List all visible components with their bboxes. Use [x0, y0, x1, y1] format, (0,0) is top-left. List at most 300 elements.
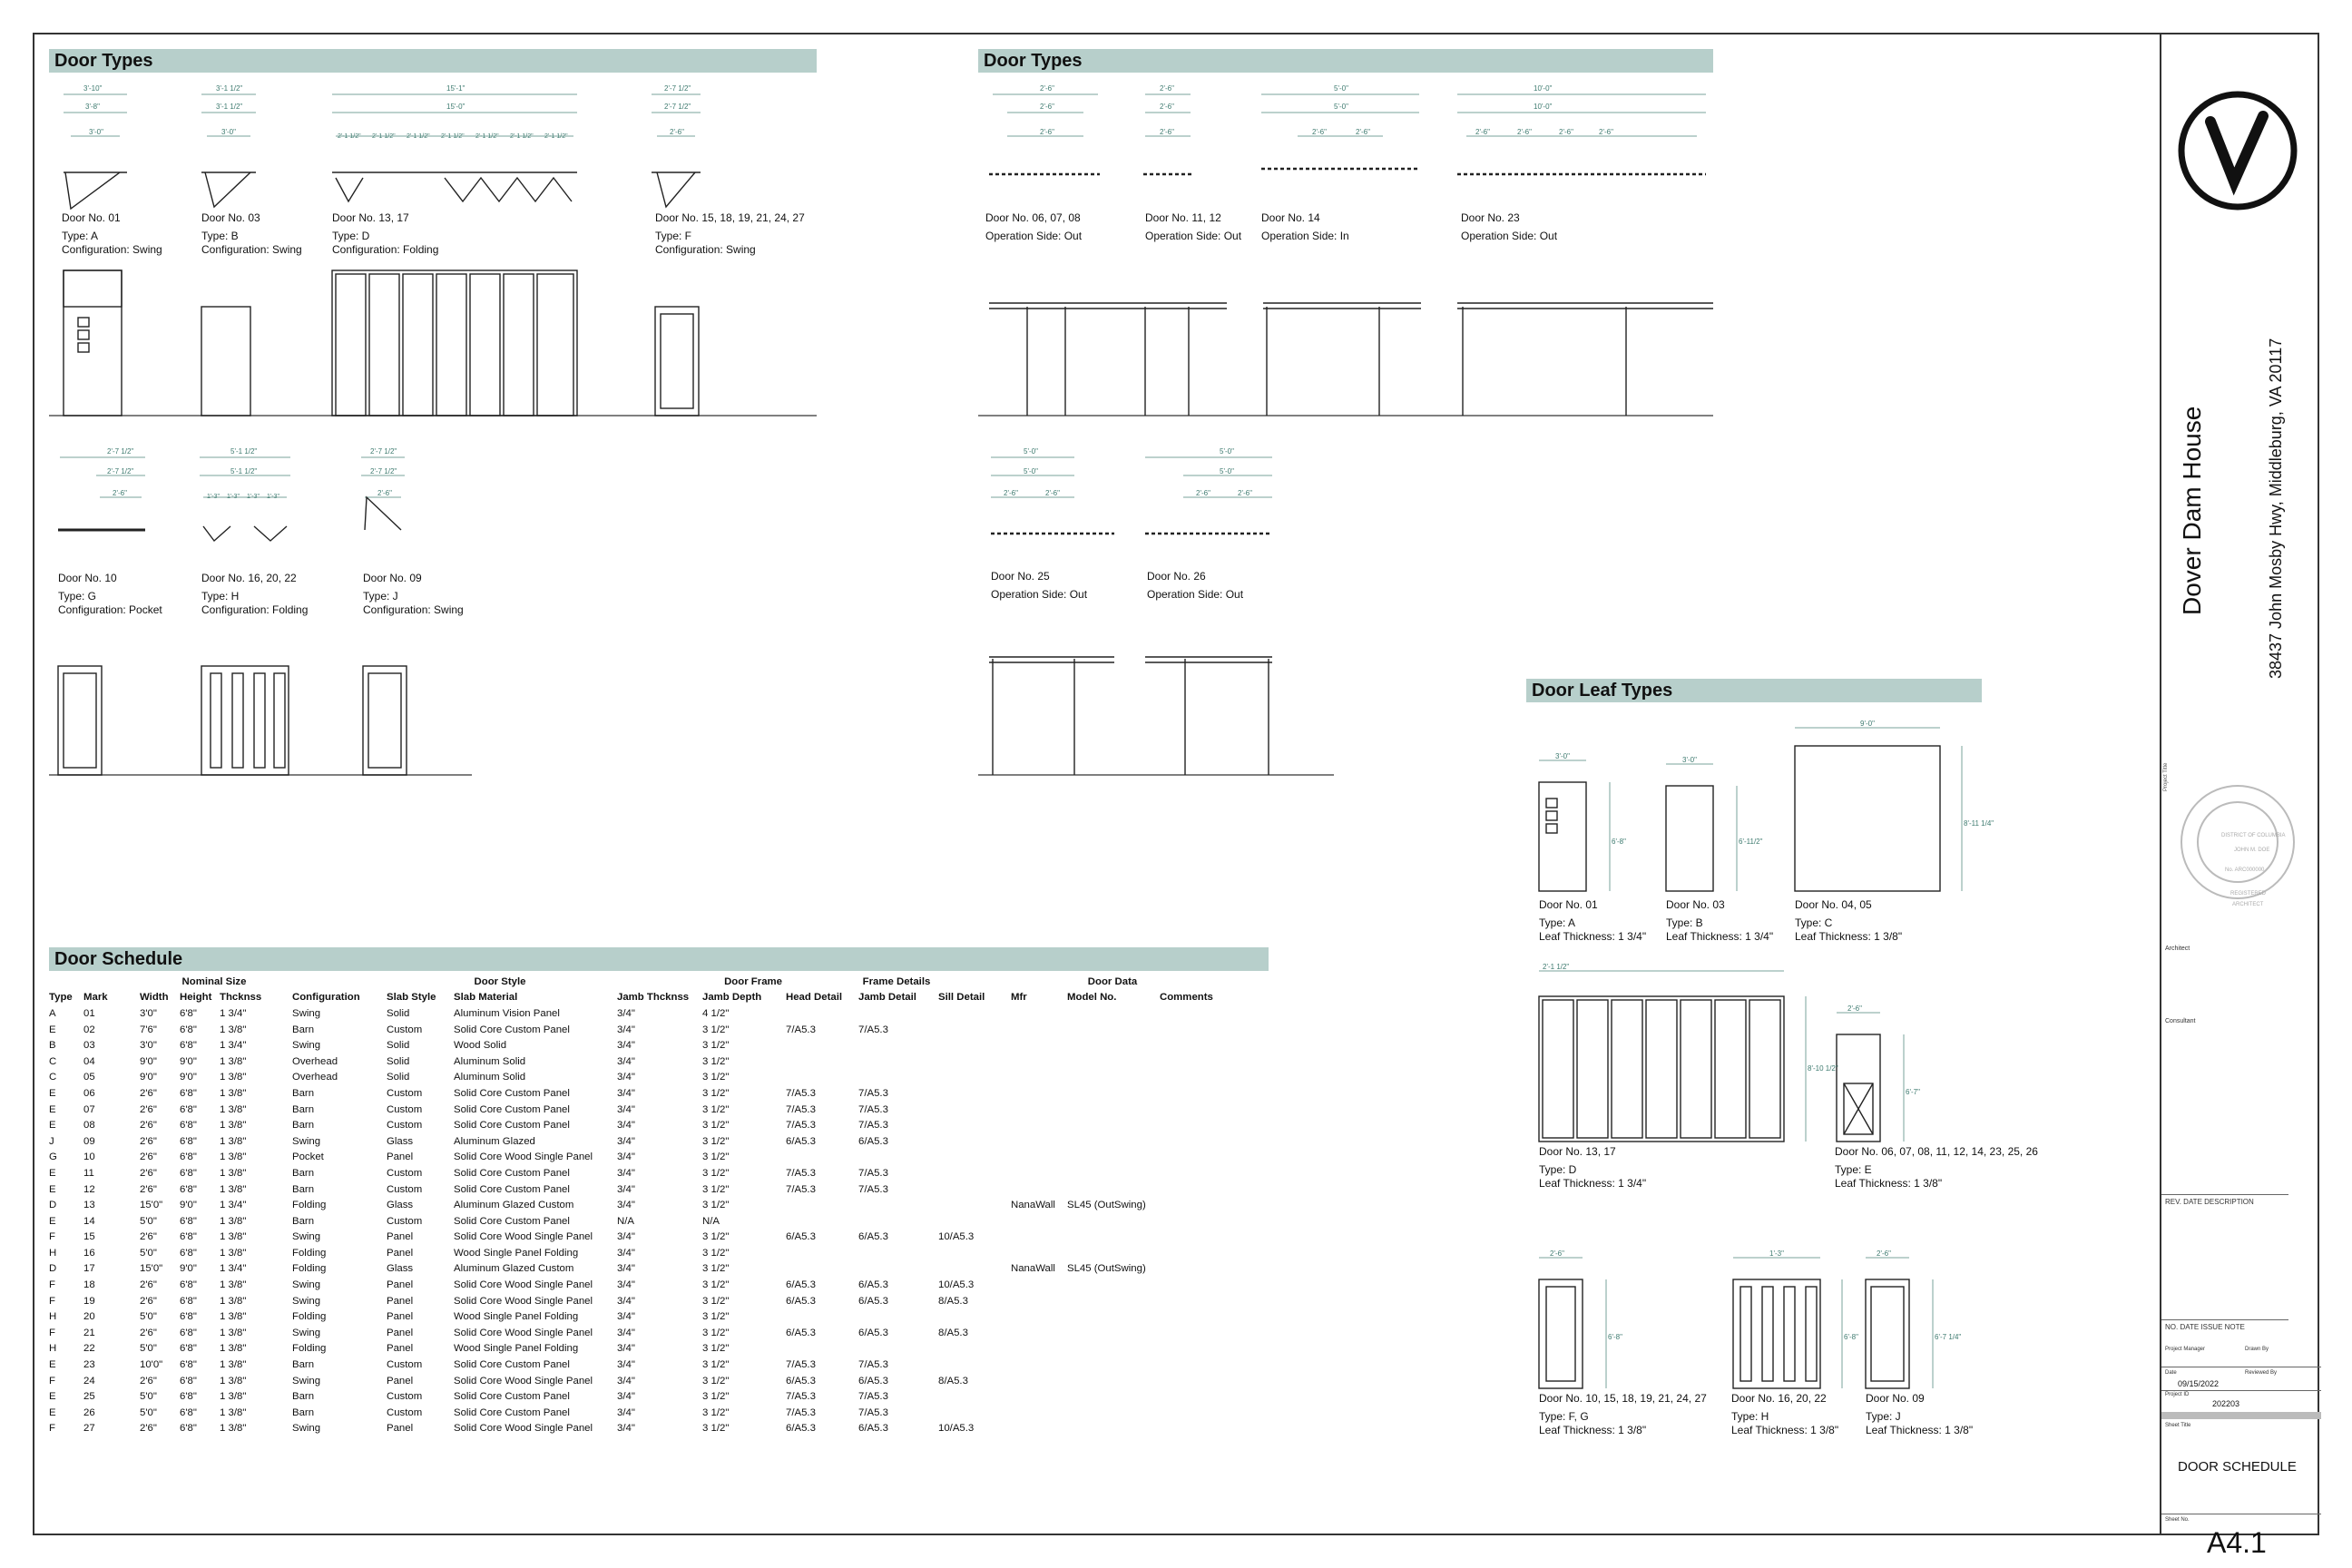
- table-cell: 5'0": [140, 1215, 157, 1227]
- table-cell: 18: [83, 1279, 95, 1291]
- dim-label: 5'-1 1/2": [230, 447, 258, 456]
- table-cell: 9'0": [180, 1200, 197, 1211]
- table-cell: 6/A5.3: [858, 1135, 888, 1147]
- column-header: Height: [180, 992, 212, 1004]
- table-cell: [1067, 1022, 1160, 1038]
- table-cell: [1067, 1037, 1160, 1054]
- door-caption: [655, 211, 805, 257]
- table-cell: [938, 1054, 1011, 1070]
- table-cell: 1 3/8": [220, 1072, 247, 1083]
- table-cell: [938, 1181, 1011, 1198]
- door-number: Door No. 09: [363, 572, 422, 584]
- table-cell: Custom: [387, 1087, 423, 1099]
- table-cell: 01: [83, 1007, 95, 1019]
- project-manager-label: Project Manager: [2165, 1347, 2206, 1352]
- dim-label: 6'-7 1/4": [1935, 1333, 1962, 1341]
- table-cell: Solid Core Custom Panel: [454, 1359, 570, 1371]
- table-cell: 3/4": [617, 1391, 635, 1403]
- table-cell: Solid: [387, 1040, 410, 1052]
- table-cell: [1067, 1341, 1160, 1357]
- divider-bar: [2161, 1412, 2321, 1419]
- table-cell: Overhead: [292, 1072, 338, 1083]
- table-cell: 12: [83, 1183, 95, 1195]
- table-cell: G: [49, 1152, 57, 1163]
- dim-label: 2'-1 1/2": [510, 133, 534, 140]
- table-cell: [1011, 1405, 1067, 1421]
- table-cell: Panel: [387, 1295, 414, 1307]
- dim-label: 2'-6": [1517, 128, 1532, 136]
- sheet-title: DOOR SCHEDULE: [2178, 1459, 2297, 1475]
- table-cell: Pocket: [292, 1152, 324, 1163]
- door-type: Type: G: [58, 590, 97, 603]
- table-cell: 2'6": [140, 1375, 157, 1387]
- table-cell: 1 3/8": [220, 1327, 247, 1338]
- table-cell: Custom: [387, 1167, 423, 1179]
- table-cell: [1011, 1117, 1067, 1133]
- table-cell: Barn: [292, 1391, 315, 1403]
- table-cell: 4 1/2": [702, 1007, 730, 1019]
- table-cell: [938, 1197, 1011, 1213]
- dim-label: 2'-6": [1475, 128, 1490, 136]
- dim-label: 2'-6": [670, 128, 684, 136]
- table-cell: 6'8": [180, 1247, 197, 1259]
- table-cell: 3/4": [617, 1183, 635, 1195]
- table-cell: 3/4": [617, 1263, 635, 1275]
- dim-label: 6'-8": [1608, 1333, 1622, 1341]
- door-number: Door No. 01: [1539, 898, 1598, 911]
- table-cell: [938, 1261, 1011, 1278]
- table-row: [49, 1165, 1218, 1181]
- table-cell: 3 1/2": [702, 1391, 730, 1403]
- table-cell: N/A: [617, 1215, 634, 1227]
- table-cell: 1 3/8": [220, 1024, 247, 1035]
- table-cell: Solid Core Custom Panel: [454, 1120, 570, 1132]
- table-cell: Swing: [292, 1423, 321, 1435]
- dim-label: 2'-6": [1160, 84, 1174, 93]
- door-number: Door No. 03: [1666, 898, 1725, 911]
- table-cell: Solid Core Custom Panel: [454, 1103, 570, 1115]
- table-cell: Panel: [387, 1327, 414, 1338]
- table-cell: 1 3/8": [220, 1231, 247, 1243]
- table-cell: Solid: [387, 1007, 410, 1019]
- table-cell: 6/A5.3: [858, 1423, 888, 1435]
- table-cell: 2'6": [140, 1279, 157, 1291]
- dim-label: 2'-7 1/2": [664, 103, 691, 111]
- table-cell: 6/A5.3: [786, 1327, 816, 1338]
- dim-label: 2'-6": [377, 489, 392, 497]
- table-cell: [1160, 1230, 1218, 1246]
- table-cell: [938, 1037, 1011, 1054]
- table-row: [49, 1022, 1218, 1038]
- table-cell: [1160, 1245, 1218, 1261]
- table-cell: Barn: [292, 1215, 315, 1227]
- table-cell: 6'8": [180, 1327, 197, 1338]
- table-cell: [1160, 1085, 1218, 1102]
- dim-label: 2'-7 1/2": [107, 467, 134, 475]
- table-row: [49, 1117, 1218, 1133]
- table-cell: Solid: [387, 1055, 410, 1067]
- dim-label: 5'-0": [1024, 447, 1038, 456]
- dim-label: 15'-1": [446, 84, 466, 93]
- table-cell: 3/4": [617, 1087, 635, 1099]
- dim-label: 2'-1 1/2": [407, 133, 430, 140]
- leaf-thickness: Leaf Thickness: 1 3/8": [1866, 1424, 1974, 1436]
- door-caption: [1461, 211, 1557, 243]
- door-config: Configuration: Pocket: [58, 603, 162, 616]
- table-cell: E: [49, 1183, 56, 1195]
- table-cell: N/A: [702, 1215, 720, 1227]
- door-number: Door No. 15, 18, 19, 21, 24, 27: [655, 211, 805, 224]
- table-cell: [1011, 1150, 1067, 1166]
- door-type: Type: J: [363, 590, 398, 603]
- table-row: [49, 1230, 1218, 1246]
- table-cell: 7/A5.3: [858, 1391, 888, 1403]
- table-cell: [1160, 1405, 1218, 1421]
- table-cell: [1011, 1293, 1067, 1309]
- table-cell: 3/4": [617, 1247, 635, 1259]
- stamp-text: No. ARC000000: [2225, 867, 2265, 873]
- table-cell: [1160, 1213, 1218, 1230]
- table-cell: Solid Core Custom Panel: [454, 1183, 570, 1195]
- table-cell: [1067, 1133, 1160, 1150]
- table-cell: 6'8": [180, 1215, 197, 1227]
- table-cell: [1067, 1165, 1160, 1181]
- door-config: Configuration: Folding: [332, 243, 439, 256]
- table-cell: 3/4": [617, 1406, 635, 1418]
- operation-side: Operation Side: In: [1261, 230, 1349, 242]
- table-cell: 6'8": [180, 1391, 197, 1403]
- table-cell: [786, 1245, 858, 1261]
- table-cell: 1 3/4": [220, 1007, 247, 1019]
- dim-label: 6'-8": [1612, 838, 1626, 846]
- table-cell: Wood Single Panel Folding: [454, 1247, 579, 1259]
- stamp-text: JOHN M. DOE: [2234, 848, 2270, 853]
- table-cell: 3 1/2": [702, 1327, 730, 1338]
- operation-side: Operation Side: Out: [1145, 230, 1242, 242]
- table-cell: [1011, 1421, 1067, 1437]
- table-cell: 1 3/8": [220, 1120, 247, 1132]
- table-cell: 3 1/2": [702, 1231, 730, 1243]
- table-cell: B: [49, 1040, 56, 1052]
- schedule-body: [49, 1005, 1218, 1436]
- dim-label: 2'-7 1/2": [107, 447, 134, 456]
- table-cell: H: [49, 1247, 57, 1259]
- table-cell: 26: [83, 1406, 95, 1418]
- table-cell: 3/4": [617, 1007, 635, 1019]
- group-door-frame: Door Frame: [724, 975, 782, 987]
- door-number: Door No. 01: [62, 211, 121, 224]
- table-cell: 5'0": [140, 1343, 157, 1355]
- table-cell: A: [49, 1007, 56, 1019]
- title-block: [2160, 33, 2319, 1559]
- table-cell: 7/A5.3: [858, 1359, 888, 1371]
- table-cell: 2'6": [140, 1327, 157, 1338]
- dim-label: 10'-0": [1534, 103, 1553, 111]
- table-cell: Barn: [292, 1406, 315, 1418]
- table-cell: 3 1/2": [702, 1103, 730, 1115]
- table-cell: 3/4": [617, 1152, 635, 1163]
- table-cell: 6/A5.3: [786, 1135, 816, 1147]
- table-cell: 2'6": [140, 1103, 157, 1115]
- leaf-caption: [1539, 1392, 1707, 1437]
- project-id-label: Project ID: [2165, 1392, 2190, 1397]
- table-cell: 15'0": [140, 1263, 163, 1275]
- table-cell: 6/A5.3: [786, 1375, 816, 1387]
- dim-label: 2'-7 1/2": [664, 84, 691, 93]
- leaf-type: Type: J: [1866, 1410, 1901, 1423]
- table-cell: 3 1/2": [702, 1120, 730, 1132]
- table-cell: 11: [83, 1167, 94, 1179]
- dim-label: 2'-7 1/2": [370, 447, 397, 456]
- table-cell: [938, 1070, 1011, 1086]
- table-cell: 02: [83, 1024, 95, 1035]
- section-title: Door Leaf Types: [1532, 681, 1673, 701]
- dim-label: 3'-0": [1682, 756, 1697, 764]
- leaf-caption: [1539, 1145, 1646, 1191]
- table-cell: 06: [83, 1087, 95, 1099]
- table-cell: [1067, 1005, 1160, 1022]
- door-number: Door No. 03: [201, 211, 260, 224]
- table-cell: Solid Core Custom Panel: [454, 1406, 570, 1418]
- table-cell: Custom: [387, 1359, 423, 1371]
- table-cell: [1011, 1005, 1067, 1022]
- table-cell: [858, 1245, 938, 1261]
- table-cell: Barn: [292, 1103, 315, 1115]
- table-cell: 2'6": [140, 1423, 157, 1435]
- table-cell: 2'6": [140, 1087, 157, 1099]
- table-cell: [1067, 1085, 1160, 1102]
- table-cell: Panel: [387, 1152, 414, 1163]
- dim-label: 2'-6": [1847, 1004, 1862, 1013]
- dim-label: 2'-1 1/2": [1543, 963, 1570, 971]
- table-cell: 6'8": [180, 1423, 197, 1435]
- table-row: [49, 1070, 1218, 1086]
- dim-label: 15'-0": [446, 103, 466, 111]
- table-cell: 6'8": [180, 1343, 197, 1355]
- column-header: Sill Detail: [938, 992, 985, 1004]
- table-cell: 3 1/2": [702, 1295, 730, 1307]
- group-door-style: Door Style: [474, 975, 526, 987]
- dim-label: 1'-3": [1769, 1250, 1784, 1258]
- dim-label: 5'-0": [1334, 103, 1348, 111]
- table-cell: F: [49, 1279, 55, 1291]
- table-cell: Aluminum Glazed Custom: [454, 1200, 574, 1211]
- door-caption: [201, 572, 308, 617]
- table-cell: Solid Core Wood Single Panel: [454, 1295, 593, 1307]
- door-config: Configuration: Swing: [201, 243, 302, 256]
- table-cell: Panel: [387, 1375, 414, 1387]
- table-cell: 1 3/8": [220, 1406, 247, 1418]
- table-cell: 27: [83, 1423, 95, 1435]
- table-cell: 3 1/2": [702, 1055, 730, 1067]
- table-cell: [1067, 1308, 1160, 1325]
- table-cell: 6'8": [180, 1024, 197, 1035]
- table-cell: Barn: [292, 1087, 315, 1099]
- table-cell: 2'6": [140, 1295, 157, 1307]
- table-cell: [1160, 1165, 1218, 1181]
- issue-date: 09/15/2022: [2178, 1379, 2220, 1388]
- table-cell: 5'0": [140, 1311, 157, 1323]
- table-cell: Solid Core Custom Panel: [454, 1167, 570, 1179]
- table-cell: [938, 1388, 1011, 1405]
- table-cell: E: [49, 1359, 56, 1371]
- table-cell: 9'0": [180, 1263, 197, 1275]
- table-cell: [1067, 1230, 1160, 1246]
- leaf-type: Type: D: [1539, 1163, 1577, 1176]
- table-cell: [786, 1037, 858, 1054]
- table-cell: 8/A5.3: [938, 1327, 968, 1338]
- table-cell: 8/A5.3: [938, 1295, 968, 1307]
- table-cell: [1067, 1070, 1160, 1086]
- table-cell: 3 1/2": [702, 1152, 730, 1163]
- operation-side: Operation Side: Out: [991, 588, 1088, 601]
- table-row: [49, 1325, 1218, 1341]
- stamp-text: REGISTERED: [2230, 891, 2267, 897]
- table-cell: 2'6": [140, 1183, 157, 1195]
- table-cell: E: [49, 1215, 56, 1227]
- table-cell: [858, 1070, 938, 1086]
- table-cell: 3'0": [140, 1040, 157, 1052]
- table-cell: Custom: [387, 1215, 423, 1227]
- table-row: [49, 1405, 1218, 1421]
- table-cell: 7/A5.3: [786, 1120, 816, 1132]
- table-cell: 6'8": [180, 1007, 197, 1019]
- table-cell: NanaWall: [1011, 1263, 1055, 1275]
- table-cell: [1067, 1277, 1160, 1293]
- dim-label: 2'-1 1/2": [338, 133, 361, 140]
- table-cell: [1067, 1325, 1160, 1341]
- table-cell: E: [49, 1120, 56, 1132]
- table-cell: E: [49, 1406, 56, 1418]
- table-cell: [1160, 1341, 1218, 1357]
- table-cell: Solid Core Wood Single Panel: [454, 1327, 593, 1338]
- operation-side: Operation Side: Out: [985, 230, 1083, 242]
- door-number: Door No. 06, 07, 08: [985, 211, 1081, 224]
- column-header: Configuration: [292, 992, 360, 1004]
- table-cell: 6/A5.3: [858, 1231, 888, 1243]
- table-cell: [1011, 1213, 1067, 1230]
- table-cell: 9'0": [180, 1055, 197, 1067]
- dim-label: 2'-6": [1877, 1250, 1891, 1258]
- table-cell: 3/4": [617, 1423, 635, 1435]
- table-cell: Solid Core Custom Panel: [454, 1215, 570, 1227]
- table-cell: Swing: [292, 1135, 321, 1147]
- table-cell: [938, 1405, 1011, 1421]
- table-cell: 3/4": [617, 1072, 635, 1083]
- table-cell: [1011, 1022, 1067, 1038]
- table-cell: 1 3/8": [220, 1103, 247, 1115]
- table-cell: 6/A5.3: [858, 1375, 888, 1387]
- table-cell: 6'8": [180, 1152, 197, 1163]
- table-row: [49, 1150, 1218, 1166]
- leaf-thickness: Leaf Thickness: 1 3/8": [1835, 1177, 1943, 1190]
- table-cell: 8/A5.3: [938, 1375, 968, 1387]
- table-cell: 7/A5.3: [858, 1024, 888, 1035]
- dim-label: 2'-6": [1160, 128, 1174, 136]
- table-cell: Glass: [387, 1200, 414, 1211]
- dim-label: 2'-1 1/2": [475, 133, 499, 140]
- table-cell: F: [49, 1375, 55, 1387]
- table-cell: [938, 1213, 1011, 1230]
- table-cell: [1160, 1325, 1218, 1341]
- table-cell: 1 3/8": [220, 1167, 247, 1179]
- table-cell: [1011, 1341, 1067, 1357]
- table-cell: 3 1/2": [702, 1279, 730, 1291]
- table-cell: Custom: [387, 1024, 423, 1035]
- table-row: [49, 1388, 1218, 1405]
- table-cell: [858, 1341, 938, 1357]
- table-cell: [858, 1150, 938, 1166]
- table-row: [49, 1181, 1218, 1198]
- table-cell: 23: [83, 1359, 95, 1371]
- table-cell: 09: [83, 1135, 95, 1147]
- table-cell: 1 3/8": [220, 1359, 247, 1371]
- table-cell: [786, 1070, 858, 1086]
- table-cell: 1 3/8": [220, 1247, 247, 1259]
- table-cell: 5'0": [140, 1247, 157, 1259]
- table-cell: 1 3/8": [220, 1215, 247, 1227]
- column-header: Slab Material: [454, 992, 518, 1004]
- table-cell: 6'8": [180, 1375, 197, 1387]
- table-cell: 10/A5.3: [938, 1279, 975, 1291]
- leaf-thickness: Leaf Thickness: 1 3/4": [1666, 930, 1774, 943]
- table-cell: 7/A5.3: [858, 1167, 888, 1179]
- table-cell: [1011, 1230, 1067, 1246]
- table-cell: Wood Solid: [454, 1040, 507, 1052]
- leaf-type: Type: E: [1835, 1163, 1872, 1176]
- table-cell: 6'8": [180, 1120, 197, 1132]
- table-cell: Wood Single Panel Folding: [454, 1343, 579, 1355]
- table-cell: 1 3/8": [220, 1152, 247, 1163]
- table-cell: Wood Single Panel Folding: [454, 1311, 579, 1323]
- dim-label: 2'-6": [1040, 128, 1054, 136]
- table-cell: 10/A5.3: [938, 1231, 975, 1243]
- table-cell: Custom: [387, 1391, 423, 1403]
- table-row: [49, 1357, 1218, 1373]
- table-cell: Solid Core Wood Single Panel: [454, 1279, 593, 1291]
- table-cell: [1067, 1245, 1160, 1261]
- table-cell: 3/4": [617, 1375, 635, 1387]
- door-caption: [1261, 211, 1349, 243]
- door-config: Configuration: Folding: [201, 603, 309, 616]
- table-cell: 1 3/4": [220, 1263, 247, 1275]
- table-cell: 3 1/2": [702, 1135, 730, 1147]
- revision-header: REV. DATE DESCRIPTION: [2165, 1198, 2254, 1206]
- table-row: [49, 1341, 1218, 1357]
- table-cell: 6/A5.3: [786, 1279, 816, 1291]
- dim-label: 5'-0": [1024, 467, 1038, 475]
- table-cell: [1011, 1325, 1067, 1341]
- table-cell: 7/A5.3: [786, 1391, 816, 1403]
- column-header: Head Detail: [786, 992, 843, 1004]
- table-cell: 7/A5.3: [858, 1406, 888, 1418]
- table-cell: 3/4": [617, 1135, 635, 1147]
- table-cell: 3/4": [617, 1055, 635, 1067]
- table-cell: Solid Core Wood Single Panel: [454, 1231, 593, 1243]
- door-config: Configuration: Swing: [363, 603, 464, 616]
- table-cell: 6'8": [180, 1295, 197, 1307]
- table-cell: 7/A5.3: [858, 1103, 888, 1115]
- table-cell: 3/4": [617, 1120, 635, 1132]
- table-cell: 15'0": [140, 1200, 163, 1211]
- table-cell: 3 1/2": [702, 1072, 730, 1083]
- leaf-type: Type: B: [1666, 916, 1703, 929]
- table-cell: 3/4": [617, 1343, 635, 1355]
- table-cell: 3 1/2": [702, 1247, 730, 1259]
- table-cell: [1160, 1261, 1218, 1278]
- dim-label: 8'-11 1/4": [1964, 819, 1994, 828]
- table-cell: [858, 1197, 938, 1213]
